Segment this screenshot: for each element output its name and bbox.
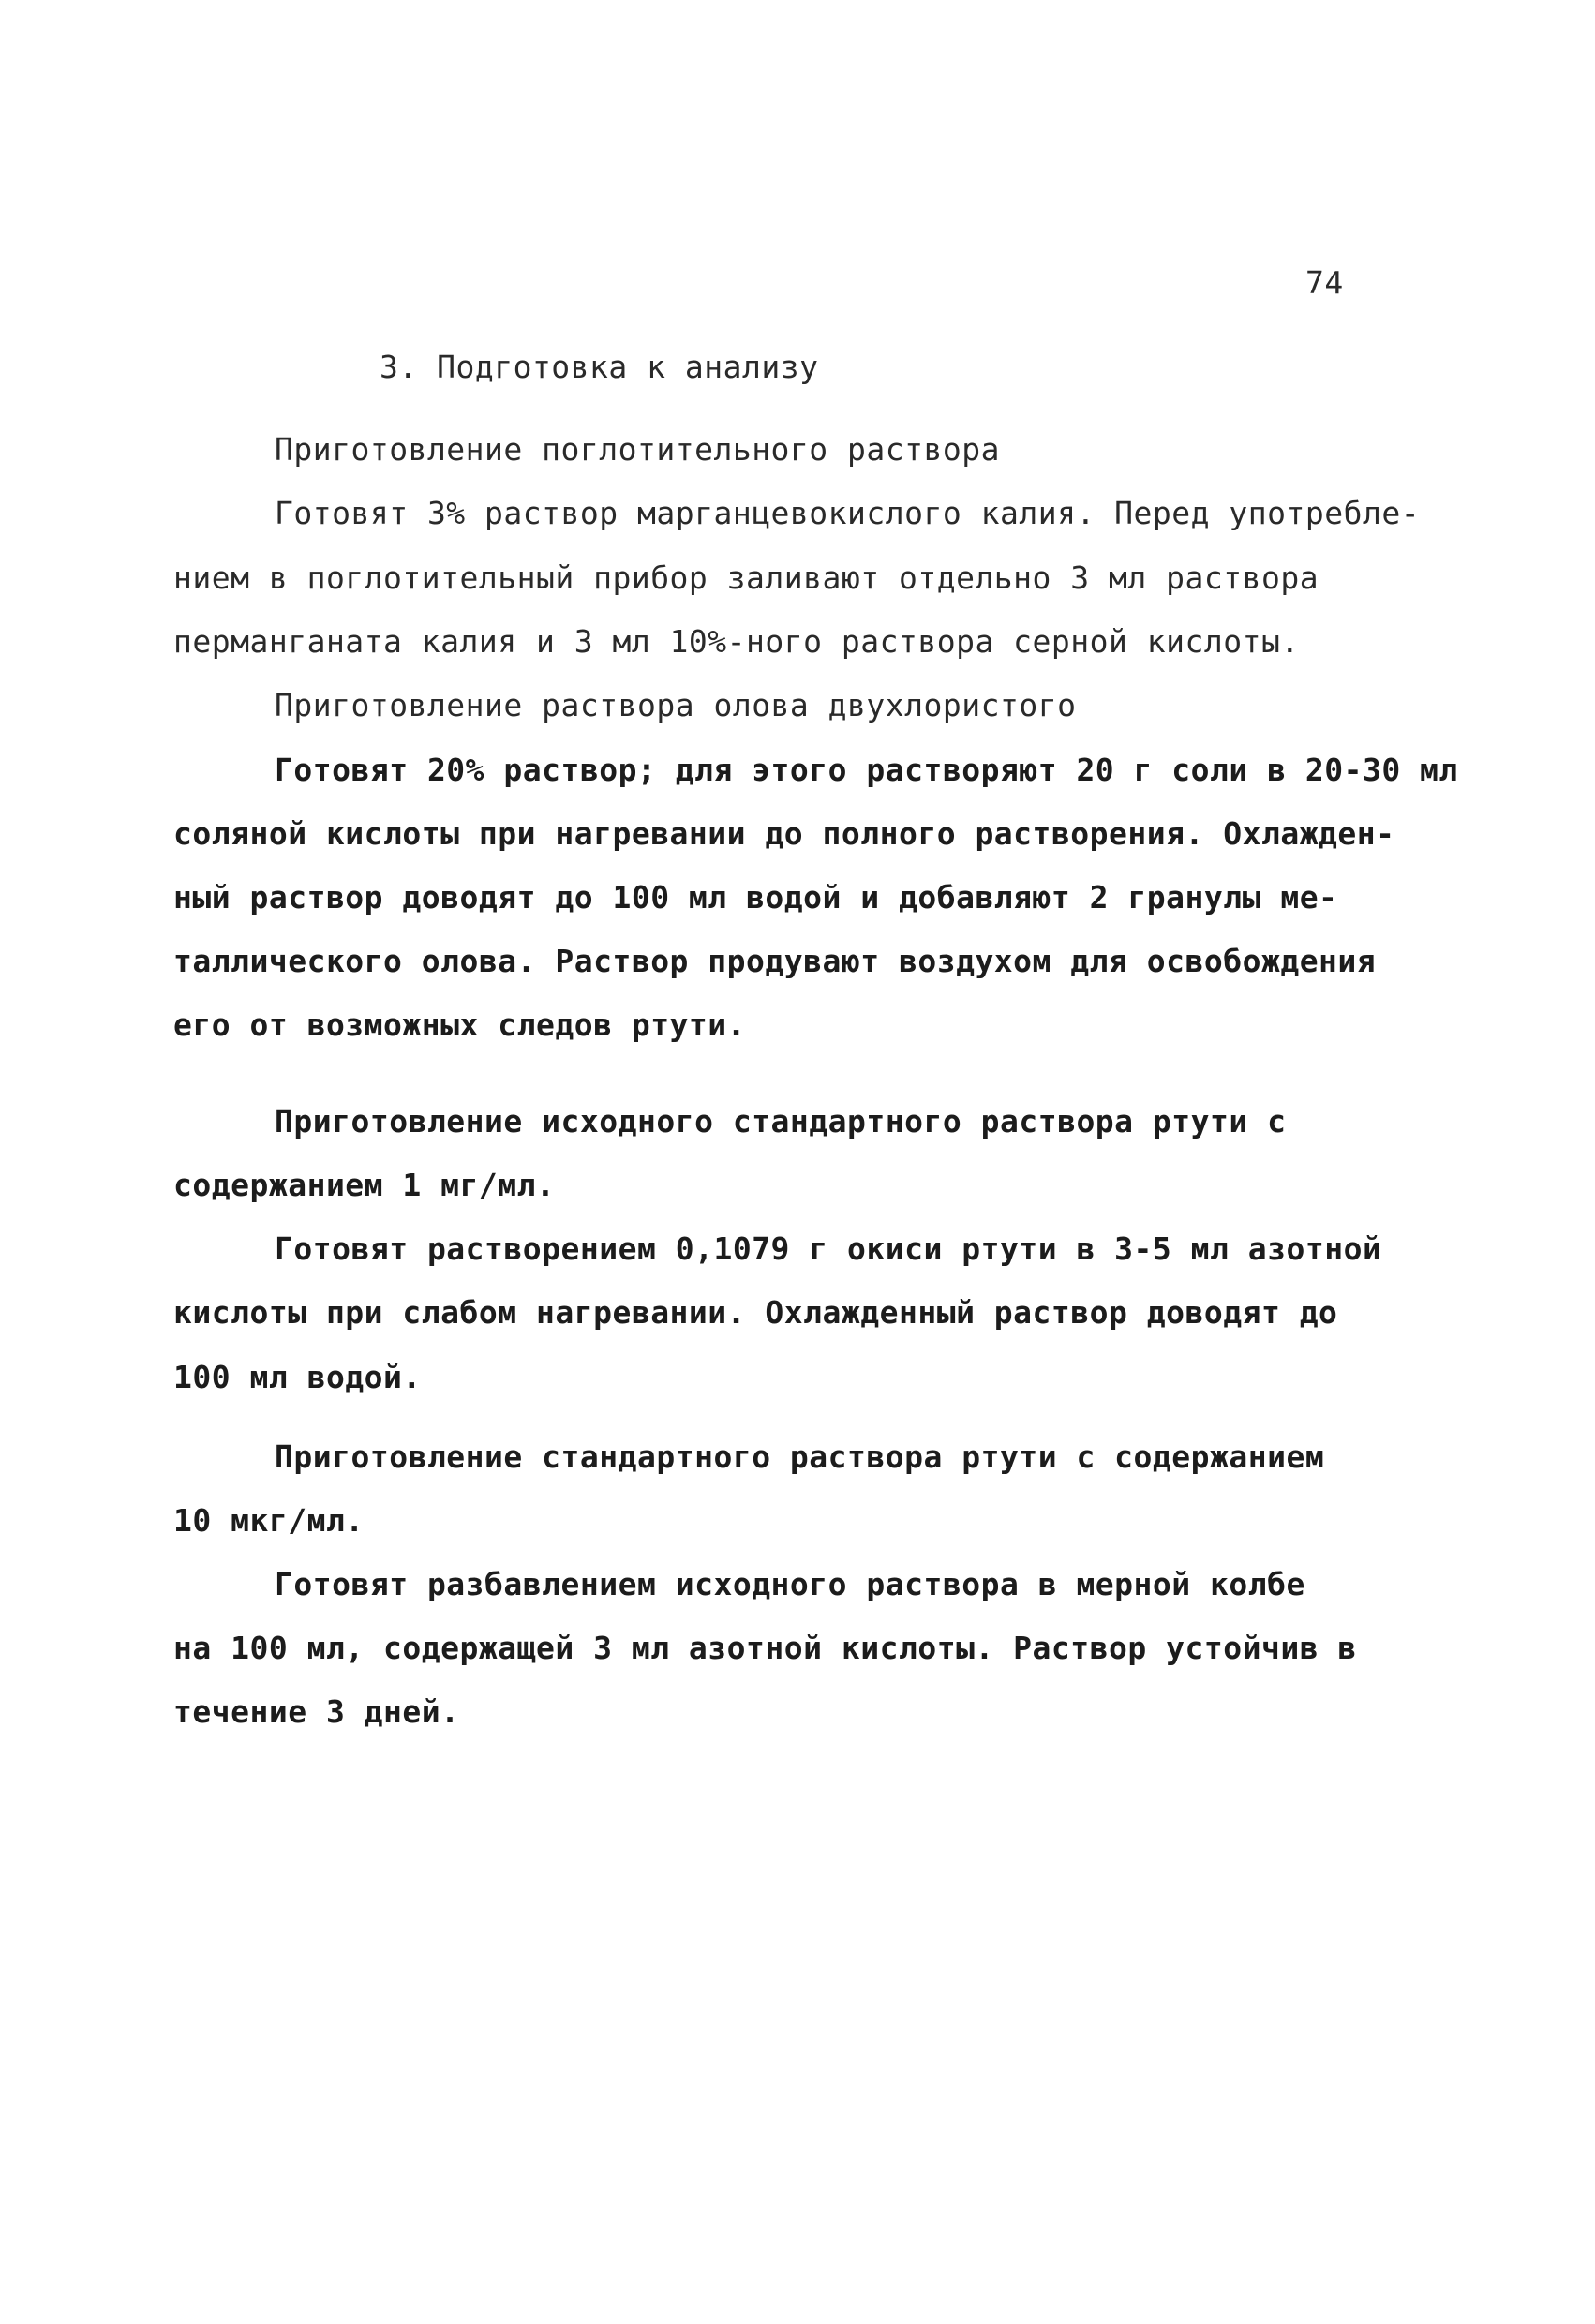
subheading-tin-chloride-solution: Приготовление раствора олова двухлористого: [275, 687, 1077, 723]
subheading-standard-mercury-solution: Приготовление стандартного раствора ртути с содержанием: [275, 1438, 1325, 1475]
paragraph-line: нием в поглотительный прибор заливают отдельно 3 мл раствора: [173, 559, 1319, 596]
paragraph-line: соляной кислоты при нагревании до полного растворения. Охлажден-: [173, 815, 1395, 852]
paragraph-line: его от возможных следов ртути.: [173, 1006, 747, 1043]
section-heading: 3. Подготовка к анализу: [380, 349, 819, 385]
paragraph-line: перманганата калия и 3 мл 10%-ного раствора серной кислоты.: [173, 623, 1300, 660]
paragraph-line: 100 мл водой.: [173, 1359, 422, 1395]
paragraph-line: кислоты при слабом нагревании. Охлажденный раствор доводят до: [173, 1294, 1338, 1331]
paragraph-line: Готовят растворением 0,1079 г окиси ртути в 3-5 мл азотной: [275, 1230, 1382, 1267]
paragraph-line: Готовят 20% раствор; для этого растворяют 20 г соли в 20-30 мл: [275, 752, 1458, 788]
paragraph-line: Готовят разбавлением исходного раствора в мерной колбе: [275, 1566, 1305, 1602]
subheading-stock-mercury-solution-cont: содержанием 1 мг/мл.: [173, 1167, 556, 1203]
paragraph-line: таллического олова. Раствор продувают воздухом для освобождения: [173, 943, 1377, 979]
paragraph-line: течение 3 дней.: [173, 1693, 460, 1730]
paragraph-line: на 100 мл, содержащей 3 мл азотной кислоты. Раствор устойчив в: [173, 1630, 1357, 1666]
paragraph-line: ный раствор доводят до 100 мл водой и добавляют 2 гранулы ме-: [173, 879, 1338, 916]
subheading-absorbing-solution: Приготовление поглотительного раствора: [275, 431, 1000, 468]
paragraph-line: Готовят 3% раствор марганцевокислого калия. Перед употребле-: [275, 495, 1421, 531]
page-number: 74: [1305, 264, 1344, 301]
subheading-stock-mercury-solution: Приготовление исходного стандартного раствора ртути с: [275, 1103, 1287, 1140]
subheading-standard-mercury-solution-cont: 10 мкг/мл.: [173, 1502, 365, 1539]
